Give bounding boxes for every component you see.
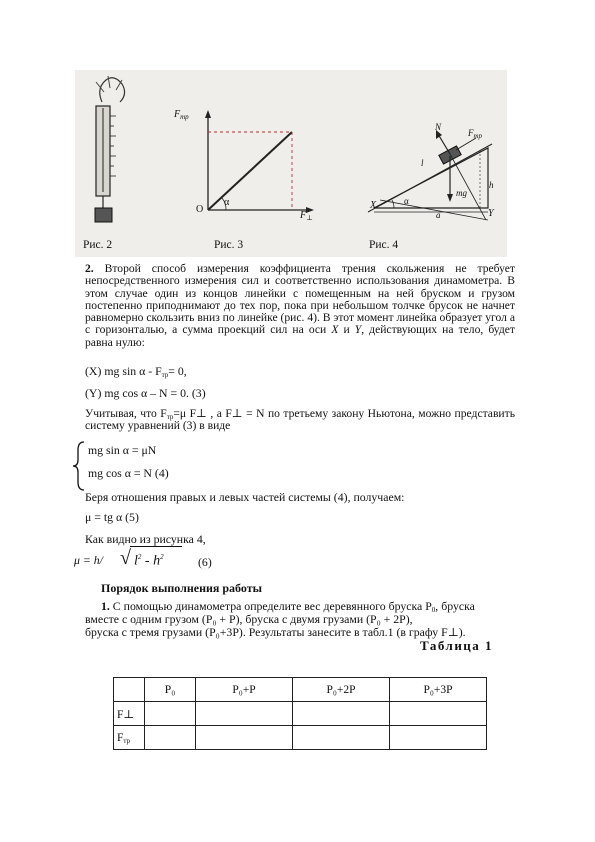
caption-fig2: Рис. 2 [83,239,113,251]
para-2: 2. Второй способ измерения коэффициента трения скольжения не требует непосредственного измерения сил и соответственно использования динамометра. В этом случае один из концов линейки с помещенным на ней бруском и грузом постепенно приподнимают до тех пор, пока при небольшом толчке брусок не начнет равномерно скользить вниз по линейке (рис. 4). В этот момент линейка образует угол а с горизонталью, а сумма проекций сил на оси X и Y, действующих на тело, будет равна нулю: [85,262,515,349]
fig4-N: N [435,122,442,132]
para-2-number: 2. [85,262,94,275]
table-cell[interactable] [390,726,487,750]
section-heading: Порядок выполнения работы [101,581,263,595]
fig2-dynamometer [80,72,140,232]
system-line-2: mg cos α = N (4) [88,466,169,480]
table-row-label-fperp: F⊥ [114,702,145,726]
fig4-ruler-edge [368,144,492,212]
fig4-Y-axis [450,154,486,220]
eq6-number: (6) [198,555,212,569]
fig3-y-label: $F_{тр}$ [174,109,189,121]
para-6-line-3: бруска с тремя грузами (P₀+3P). Результаты занесите в табл.1 (в графу F⊥). [85,625,466,639]
fig4-mg: mg [456,188,467,198]
table-header-row [114,678,487,702]
caption-fig3: Рис. 3 [214,239,244,251]
fig4-Y: Y [488,208,494,219]
table-row [114,726,487,750]
fig4-a: a [436,210,441,220]
table-cell[interactable] [196,702,293,726]
fig4-F: $F_{тр}$ [468,128,483,140]
para-6-line-2: вместе с одним грузом (P₀ + P), бруска с двумя грузами (P₀ + 2P), [85,612,413,626]
table-cell[interactable] [390,702,487,726]
eq-6: μ = h/ √ $l^2 - h^2$ (6) [74,547,212,569]
fig2-scale [110,116,116,176]
sqrt-icon: √ [120,547,131,569]
system-brace [72,440,86,492]
para-3: Учитывая, что $F_{тр}=\mu$ F⊥ , а F⊥ = N по третьему закону Ньютона, можно представить систему уравнений (3) в виде [85,407,515,433]
fig3-graph [170,100,320,230]
fig2-weight [95,208,112,222]
fig3-angle: α [224,197,230,208]
table-row-label-ftr: $F_{тр}$ [114,726,145,750]
system-line-1: mg sin α = μN [88,443,157,457]
eq-x: (X) mg $\sin \alpha - F_{тр}= 0$, [85,364,187,379]
para-6-line-1: 1. С помощью динамометра определите вес деревянного бруска $P_0$, бруска [101,599,475,614]
fig4-X: X [370,200,377,211]
para-5: Как видно из рисунка 4, [85,532,206,546]
table-header-p0p: P₀+P [196,678,293,702]
table-cell[interactable] [293,726,390,750]
table-row [114,702,487,726]
table-cell[interactable] [145,726,196,750]
fig3-origin: O [196,204,204,215]
fig4-h: h [489,180,494,190]
table-cell[interactable] [145,702,196,726]
fig4-X-axis [380,200,488,220]
table-header-empty [114,678,145,702]
fig4-alpha: α [404,196,409,206]
eq-5: μ = tg α (5) [85,510,139,524]
fig4-incline [360,120,505,230]
table-header-p0: P₀ [145,678,196,702]
eq6-radicand: $l^2 - h^2$ [134,553,164,569]
sqrt-bar [130,546,182,547]
fig3-line [208,132,292,210]
table-header-p03p: P₀+3P [390,678,487,702]
table-cell[interactable] [293,702,390,726]
table-title: Таблица 1 [420,638,494,653]
fig4-l: l [421,158,424,168]
table-header-p02p: P₀+2P [293,678,390,702]
table-1 [113,677,487,750]
fig3-x-label: $F_\perp$ [300,210,313,222]
para-4: Беря отношения правых и левых частей системы (4), получаем: [85,490,405,504]
caption-fig4: Рис. 4 [369,239,399,251]
fig4-N-vector [438,134,450,154]
eq-y: (Y) mg cos α – N = 0. (3) [85,386,206,400]
table-cell[interactable] [196,726,293,750]
